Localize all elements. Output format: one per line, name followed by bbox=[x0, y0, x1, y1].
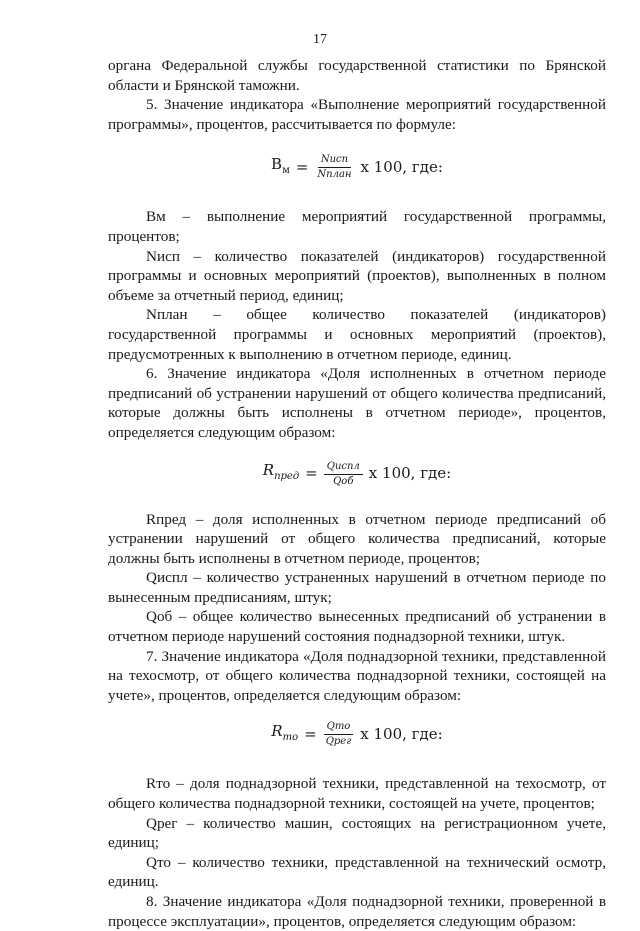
paragraph-indicator-7: 7. Значение индикатора «Доля поднадзорной техники, представленной на техосмотр, от общего количества поднадзорной техники, состоящей на учете», процентов, определяется следующим образом: bbox=[108, 647, 606, 704]
definition-nisp: Nисп – количество показателей (индикаторов) государственной программы и основных мероприятий (проектов), выполненных в полном объеме за отчетный период, единиц; bbox=[108, 247, 606, 304]
paragraph-intro: органа Федеральной службы государственной статистики по Брянской области и Брянской таможни. bbox=[108, 57, 606, 94]
definition-bm: Вм – выполнение мероприятий государственной программы, процентов; bbox=[108, 208, 606, 245]
formula-rpred: $R_{пред}$ = $\frac{\text{Qиспл}}{\text{Qоб}}$ х 100, где: bbox=[262, 460, 452, 487]
definition-qto: Qто – количество техники, представленной на технический осмотр, единиц. bbox=[108, 853, 606, 891]
formula-bm: $В_м$ = $\frac{\text{Nисп}}{\text{Nплан}}$ х 100, где: bbox=[271, 154, 443, 181]
formula-tail: х 100, где: bbox=[360, 725, 443, 744]
page-number: 17 bbox=[313, 32, 327, 47]
formula-lhs: $R_{пред}$ bbox=[262, 461, 300, 483]
formula-fraction: $\frac{\text{Qиспл}}{\text{Qоб}}$ bbox=[324, 461, 363, 488]
paragraph-indicator-8: 8. Значение индикатора «Доля поднадзорной техники, проверенной в процессе эксплуатации», процентов, определяется следующим образом: bbox=[108, 893, 606, 930]
definition-rto: Rто – доля поднадзорной техники, представленной на техосмотр, от общего количества поднадзорной техники, состоящей на учете, процентов; bbox=[108, 775, 606, 813]
definition-nplan: Nплан – общее количество показателей (индикаторов) государственной программы и основных мероприятий (проектов), предусмотренных к выполнению в отчетном периоде, единиц. bbox=[108, 306, 606, 363]
definition-qob: Qоб – общее количество вынесенных предписаний об устранении в отчетном периоде нарушений состояния поднадзорной техники, штук. bbox=[108, 608, 606, 646]
formula-tail: х 100, где: bbox=[368, 464, 452, 483]
definition-qreg: Qрег – количество машин, состоящих на регистрационном учете, единиц; bbox=[108, 814, 606, 852]
formula-fraction: $\frac{\text{Qто}}{\text{Qрег}}$ bbox=[323, 721, 355, 748]
formula-lhs: $В_м$ bbox=[271, 155, 290, 177]
definition-qispl: Qиспл – количество устраненных нарушений в отчетном периоде по вынесенным предписаниям, штук; bbox=[108, 569, 606, 606]
paragraph-indicator-6: 6. Значение индикатора «Доля исполненных в отчетном периоде предписаний об устранении нарушений от общего количества предписаний, которые должны быть исполнены в отчетном периоде», процентов, определяется следующим образом: bbox=[108, 365, 606, 441]
formula-lhs: $R_{то}$ bbox=[271, 722, 299, 744]
definition-rpred: Rпред – доля исполненных в отчетном периоде предписаний об устранении нарушений от общего количества предписаний, которые должны быть исполнены в отчетном периоде, процентов; bbox=[108, 510, 606, 567]
formula-rto: $R_{то}$ = $\frac{\text{Qто}}{\text{Qрег}}$ х 100, где: bbox=[271, 721, 443, 748]
formula-tail: х 100, где: bbox=[360, 158, 443, 177]
paragraph-indicator-5: 5. Значение индикатора «Выполнение мероприятий государственной программы», процентов, рассчитывается по формуле: bbox=[108, 96, 606, 133]
formula-fraction: $\frac{\text{Nисп}}{\text{Nплан}}$ bbox=[317, 154, 352, 181]
document-body bbox=[108, 56, 606, 931]
